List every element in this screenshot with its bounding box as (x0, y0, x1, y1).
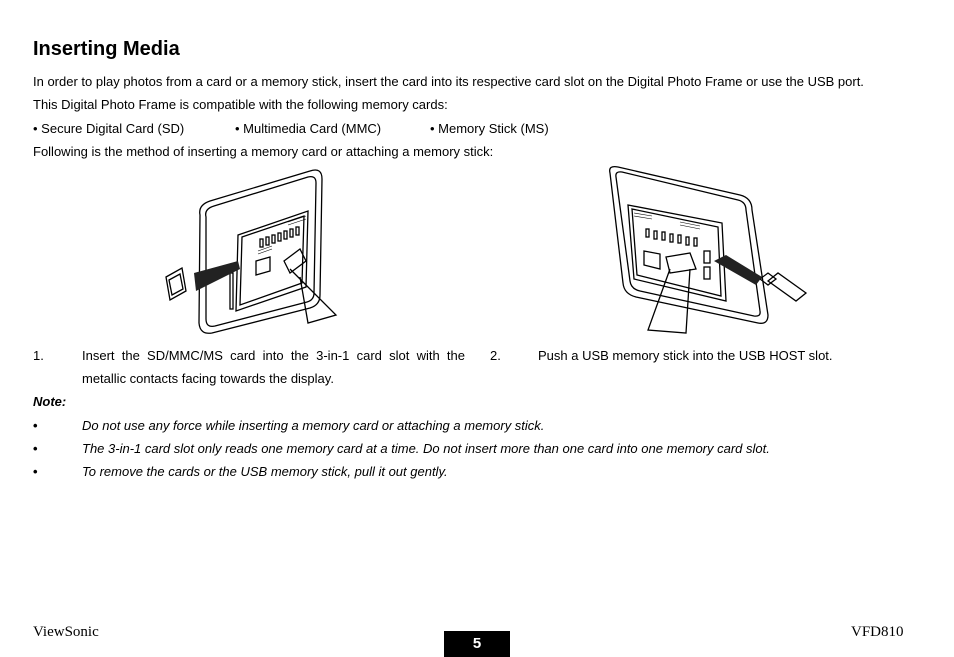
note-label: Note: (33, 394, 67, 409)
card-insert-illustration (160, 165, 340, 337)
note-bullet-3: • (33, 464, 38, 479)
note-item-1: Do not use any force while inserting a memory card or attaching a memory stick. (82, 418, 545, 433)
step-2-text: Push a USB memory stick into the USB HOST slot. (538, 348, 833, 363)
step-1-text-line1: Insert the SD/MMC/MS card into the 3-in-1 card slot with the (82, 348, 465, 363)
step-1-number: 1. (33, 348, 44, 363)
note-item-2: The 3-in-1 card slot only reads one memory card at a time. Do not insert more than one card into one memory card slot. (82, 441, 770, 456)
note-bullet-1: • (33, 418, 38, 433)
footer-model: VFD810 (851, 624, 904, 640)
compat-paragraph: This Digital Photo Frame is compatible with the following memory cards: (33, 97, 448, 112)
page-title: Inserting Media (33, 38, 180, 60)
step-2-number: 2. (490, 348, 501, 363)
footer-brand: ViewSonic (33, 624, 99, 640)
note-item-3: To remove the cards or the USB memory stick, pull it out gently. (82, 464, 448, 479)
card-type-sd: • Secure Digital Card (SD) (33, 121, 185, 136)
step-1-text-line2: metallic contacts facing towards the display. (82, 371, 334, 386)
usb-insert-illustration (600, 165, 810, 337)
intro-paragraph: In order to play photos from a card or a memory stick, insert the card into its respective card slot on the Digital Photo Frame or use the USB port. (33, 74, 864, 89)
card-type-ms: • Memory Stick (MS) (430, 121, 549, 136)
note-bullet-2: • (33, 441, 38, 456)
page-number: 5 (444, 631, 510, 657)
card-type-mmc: • Multimedia Card (MMC) (235, 121, 382, 136)
method-paragraph: Following is the method of inserting a memory card or attaching a memory stick: (33, 144, 494, 159)
